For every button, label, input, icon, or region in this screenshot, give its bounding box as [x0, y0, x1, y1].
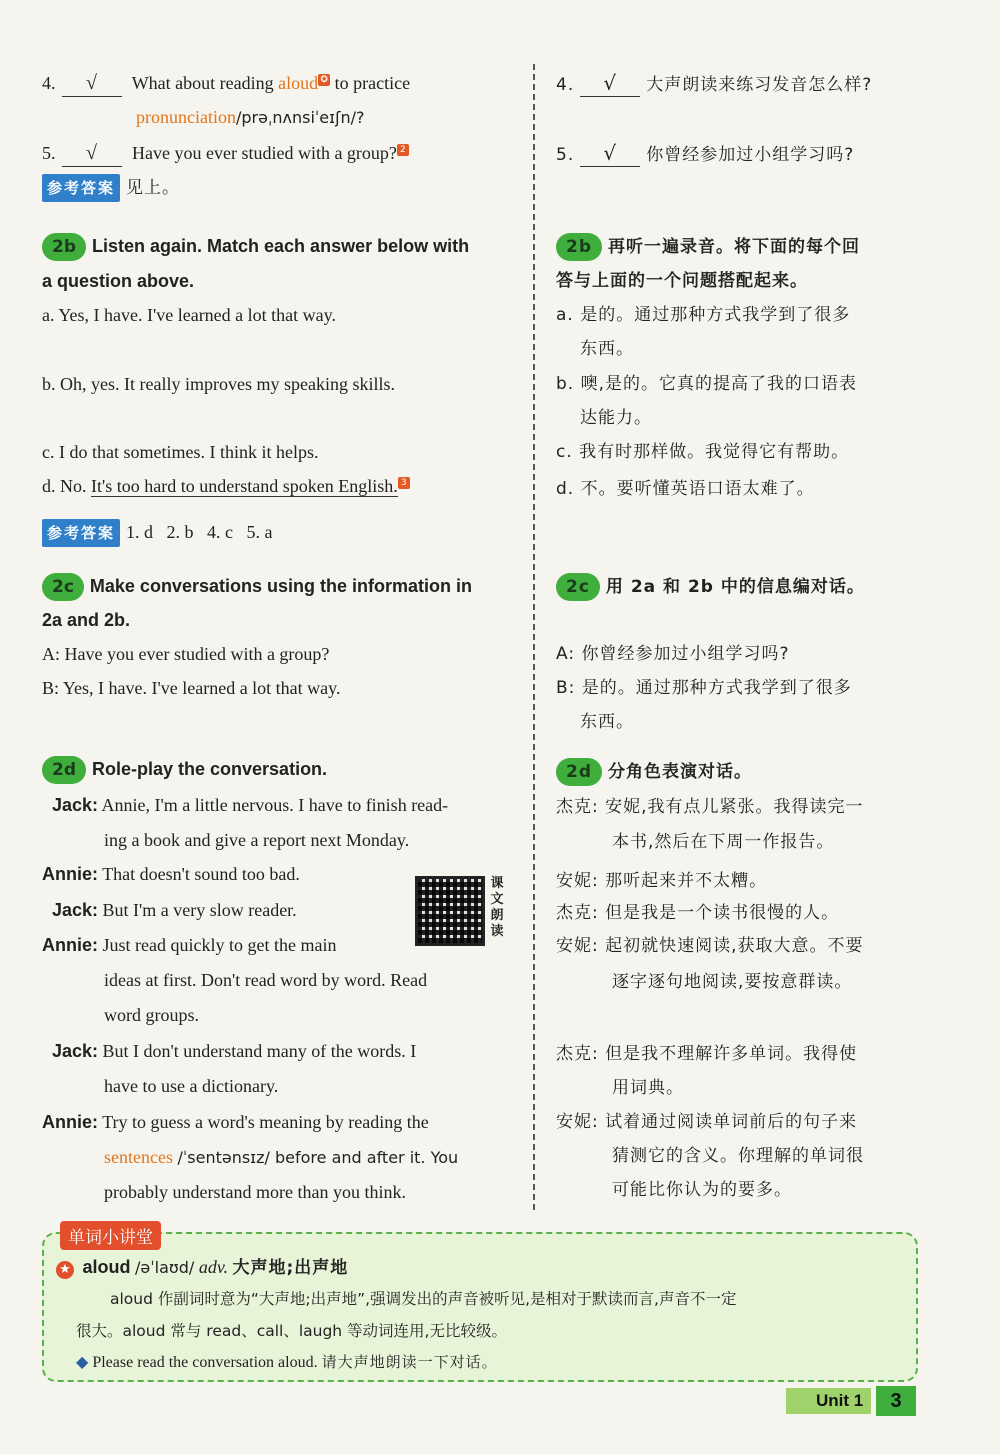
right-conv-b-cont: 东西。 — [580, 712, 634, 732]
diamond-icon: ◆ — [76, 1354, 89, 1371]
right-q4: 4. √ 大声朗读来练习发音怎么样? — [556, 71, 873, 95]
vocab-title: 单词小讲堂 — [60, 1221, 161, 1250]
dialogue-annie-3-cont: sentences /ˈsentənsɪz/ before and after it. You — [104, 1147, 459, 1167]
right-dialogue-6-cont2: 可能比你认为的要多。 — [612, 1180, 792, 1200]
right-answer-d: d. 不。要听懂英语口语太难了。 — [556, 479, 815, 499]
dialogue-jack-1: Jack: Annie, I'm a little nervous. I have to finish read- — [51, 795, 449, 815]
section-2c-heading-cont: 2a and 2b. — [42, 610, 131, 630]
answer-c: c. I do that sometimes. I think it helps. — [42, 442, 319, 462]
star-icon: ★ — [56, 1261, 74, 1279]
vocab-entry: ★ aloud /əˈlaʊd/ adv. 大声地;出声地 — [56, 1254, 348, 1281]
vocab-example: ◆ Please read the conversation aloud. 请大声地朗读一下对话。 — [76, 1353, 498, 1371]
conv-b: B: Yes, I have. I've learned a lot that way. — [42, 678, 341, 698]
right-conv-a: A: 你曾经参加过小组学习吗? — [556, 644, 790, 664]
right-2c-heading: 2c 用 2a 和 2b 中的信息编对话。 — [556, 573, 865, 601]
footer-unit: Unit 1 — [786, 1388, 871, 1414]
note-flag-icon: ✪ — [318, 74, 330, 86]
right-answer-c: c. 我有时那样做。我觉得它有帮助。 — [556, 442, 850, 462]
right-2b-heading: 2b 再听一遍录音。将下面的每个回 — [556, 233, 860, 261]
section-2b-heading-cont: a question above. — [42, 271, 195, 291]
answer-d: d. No. It's too hard to understand spoken English. 3 — [42, 473, 410, 499]
right-dialogue-5: 杰克: 但是我不理解许多单词。我得使 — [556, 1044, 858, 1064]
dialogue-jack-2: Jack: But I'm a very slow reader. — [51, 900, 297, 920]
right-dialogue-4-cont: 逐字逐句地阅读,要按意群读。 — [612, 972, 853, 992]
right-dialogue-3: 杰克: 但是我是一个读书很慢的人。 — [556, 903, 840, 923]
vocab-desc-2: 很大。aloud 常与 read、call、laugh 等动词连用,无比较级。 — [76, 1322, 507, 1340]
answer-a: a. Yes, I have. I've learned a lot that way. — [42, 305, 336, 325]
column-divider — [533, 64, 535, 1210]
section-2d-heading: 2d Role-play the conversation. — [42, 756, 327, 784]
dialogue-annie-2-cont: ideas at first. Don't read word by word. Read — [104, 970, 428, 990]
section-2c-heading: 2c Make conversations using the information in — [42, 573, 472, 601]
dialogue-jack-3: Jack: But I don't understand many of the words. I — [51, 1041, 417, 1061]
qr-label: 课 文 朗 读 — [490, 876, 504, 939]
conv-a: A: Have you ever studied with a group? — [42, 644, 330, 664]
right-dialogue-6: 安妮: 试着通过阅读单词前后的句子来 — [556, 1112, 858, 1132]
right-dialogue-1-cont: 本书,然后在下周一作报告。 — [612, 832, 835, 852]
right-dialogue-6-cont: 猜测它的含义。你理解的单词很 — [612, 1146, 864, 1166]
right-dialogue-4: 安妮: 起初就快速阅读,获取大意。不要 — [556, 936, 864, 956]
right-answer-a: a. 是的。通过那种方式我学到了很多 — [556, 305, 851, 325]
answer-key-2: 参考答案 1. d 2. b 4. c 5. a — [42, 519, 273, 547]
answer-key-1: 参考答案 见上。 — [42, 174, 180, 202]
left-q4-line1: 4. √ What about reading aloud ✪ to practice — [42, 70, 410, 97]
vocab-desc-1: aloud 作副词时意为“大声地;出声地”,强调发出的声音被听见,是相对于默读而言,声音不一定 — [110, 1290, 737, 1308]
section-2b-heading: 2b Listen again. Match each answer below with — [42, 233, 469, 261]
right-dialogue-2: 安妮: 那听起来并不太糟。 — [556, 871, 768, 891]
left-q4-line2: pronunciation/prəˌnʌnsiˈeɪʃn/? — [136, 107, 365, 127]
left-q5: 5. √ Have you ever studied with a group? 2 — [42, 140, 409, 167]
dialogue-jack-3-cont: have to use a dictionary. — [104, 1076, 279, 1096]
right-dialogue-5-cont: 用词典。 — [612, 1078, 684, 1098]
right-answer-a-cont: 东西。 — [580, 339, 634, 359]
right-2b-heading-cont: 答与上面的一个问题搭配起来。 — [556, 271, 808, 291]
qr-code-icon[interactable] — [415, 876, 485, 946]
right-q5: 5. √ 你曾经参加过小组学习吗? — [556, 141, 855, 165]
dialogue-annie-2: Annie: Just read quickly to get the main — [42, 935, 337, 955]
right-dialogue-1: 杰克: 安妮,我有点儿紧张。我得读完一 — [556, 797, 864, 817]
right-answer-b: b. 噢,是的。它真的提高了我的口语表 — [556, 374, 858, 394]
page-number: 3 — [876, 1386, 916, 1416]
dialogue-jack-1-cont: ing a book and give a report next Monday. — [104, 830, 410, 850]
right-answer-b-cont: 达能力。 — [580, 408, 652, 428]
right-conv-b: B: 是的。通过那种方式我学到了很多 — [556, 678, 852, 698]
answer-b: b. Oh, yes. It really improves my speaking skills. — [42, 374, 395, 394]
dialogue-annie-3-cont2: probably understand more than you think. — [104, 1182, 406, 1202]
dialogue-annie-2-cont2: word groups. — [104, 1005, 199, 1025]
right-2d-heading: 2d 分角色表演对话。 — [556, 758, 752, 786]
dialogue-annie-1: Annie: That doesn't sound too bad. — [42, 864, 300, 884]
dialogue-annie-3: Annie: Try to guess a word's meaning by reading the — [42, 1112, 429, 1132]
